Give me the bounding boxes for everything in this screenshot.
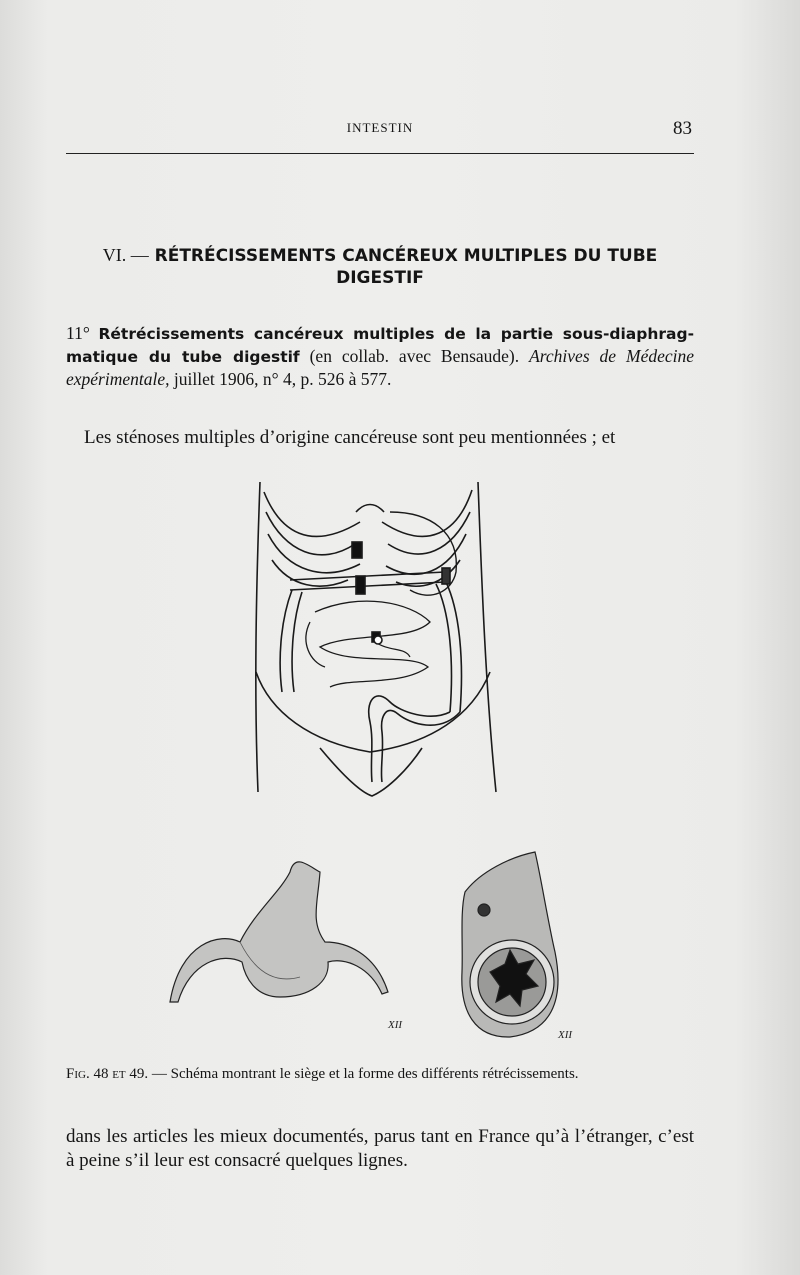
abdomen-diagram [256, 482, 496, 796]
paragraph-1: Les sténoses multiples d’origine cancéreuse sont peu mentionnées ; et [84, 427, 616, 448]
figure-illustration [160, 472, 600, 1052]
running-head [66, 118, 694, 144]
entry-collab: (en collab. avec Bensaude). [309, 346, 520, 366]
entry-title: Rétrécissements cancéreux multiples de la partie sous-diaphrag-matique du tube digestif [66, 325, 695, 366]
header-rule [66, 153, 694, 154]
figure-caption [66, 1064, 698, 1084]
section-title-line2: DIGESTIF [336, 268, 424, 288]
figure-caption-label: Fig. 48 et 49. [66, 1066, 149, 1082]
figure-marker-b: XII [558, 1029, 573, 1041]
figure-marker-a: XII [388, 1019, 403, 1031]
page-number: 83 [673, 118, 692, 139]
entry-number: 11° [66, 323, 90, 343]
cross-section-specimen-right [462, 852, 574, 1041]
section-title [66, 244, 694, 289]
running-head-title: INTESTIN [346, 120, 414, 135]
bibliography-entry [66, 322, 694, 390]
entry-details: juillet 1906, n° 4, p. 526 à 577. [173, 369, 392, 389]
stricture-specimen-left [170, 862, 403, 1031]
paragraph-2: dans les articles les mieux documentés, parus tant en France qu’à l’étranger, c’est à peine s’il leur est consacré quelques lignes. [66, 1126, 694, 1171]
entry-journal: Archives de Médecine expérimentale, [66, 346, 694, 389]
section-number: VI. — [102, 245, 149, 265]
section-title-line1: RÉTRÉCISSEMENTS CANCÉREUX MULTIPLES DU TUBE [154, 246, 658, 266]
figure-caption-text: — Schéma montrant le siège et la forme des différents rétrécissements. [151, 1066, 579, 1082]
